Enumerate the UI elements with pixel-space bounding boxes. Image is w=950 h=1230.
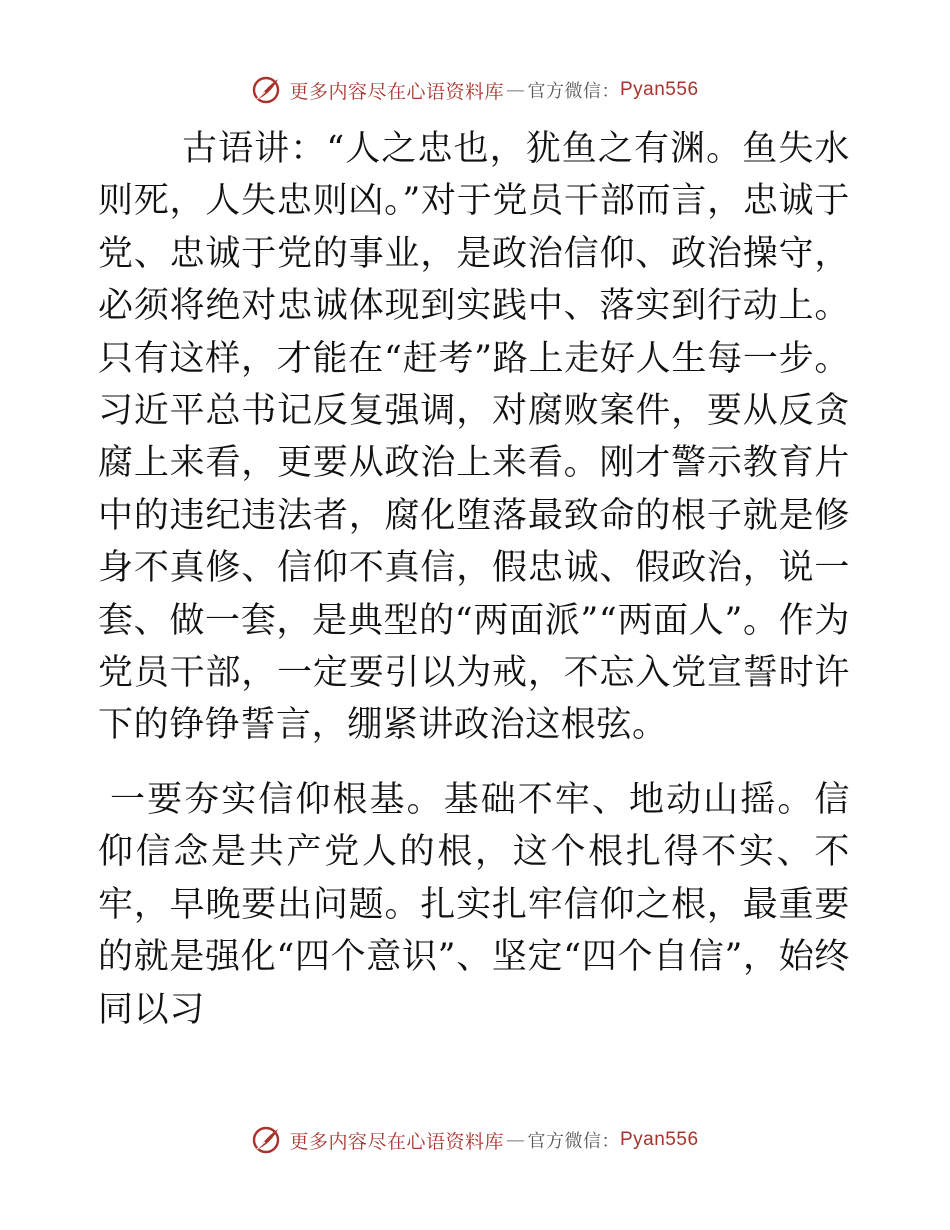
paragraph-2: 一要夯实信仰根基。基础不牢、地动山摇。信仰信念是共产党人的根，这个根扎得不实、不牢，早晚要出问题。扎实扎牢信仰之根，最重要的就是强化“四个意识”、坚定“四个自信”，始终同以习 <box>98 779 850 1030</box>
watermark-account: Pyan556 <box>620 1129 699 1150</box>
quill-pen-logo-icon <box>251 1125 281 1155</box>
watermark-label: 官方微信： <box>527 81 620 102</box>
paragraph-1: 古语讲：“人之忠也，犹鱼之有渊。鱼失水则死，人失忠则凶。”对于党员干部而言，忠诚于党、忠诚于党的事业，是政治信仰、政治操守，必须将绝对忠诚体现到实践中、落实到行动上。只有这样，才能在“赶考”路上走好人生每一步。习近平总书记反复强调，对腐败案件，要从反贪腐上来看，更要从政治上来看。刚才警示教育片中的违纪违法者，腐化堕落最致命的根子就是修身不真修、信仰不真信，假忠诚、假政治，说一套、做一套，是典型的“两面派”“两面人”。作为党员干部，一定要引以为戒，不忘入党宣誓时许下的铮铮誓言，绷紧讲政治这根弦。 <box>98 129 850 746</box>
watermark-label: 官方微信： <box>527 1131 620 1152</box>
watermark-dash: — <box>506 79 526 101</box>
watermark-dash: — <box>506 1129 526 1151</box>
watermark-footer <box>0 1120 950 1160</box>
watermark-header <box>0 70 950 110</box>
watermark-account: Pyan556 <box>620 79 699 100</box>
quill-pen-logo-icon <box>251 75 281 105</box>
watermark-brand-text: 更多内容尽在心语资料库 <box>289 80 504 103</box>
document-body <box>98 123 850 1036</box>
watermark-brand-text: 更多内容尽在心语资料库 <box>289 1130 504 1153</box>
